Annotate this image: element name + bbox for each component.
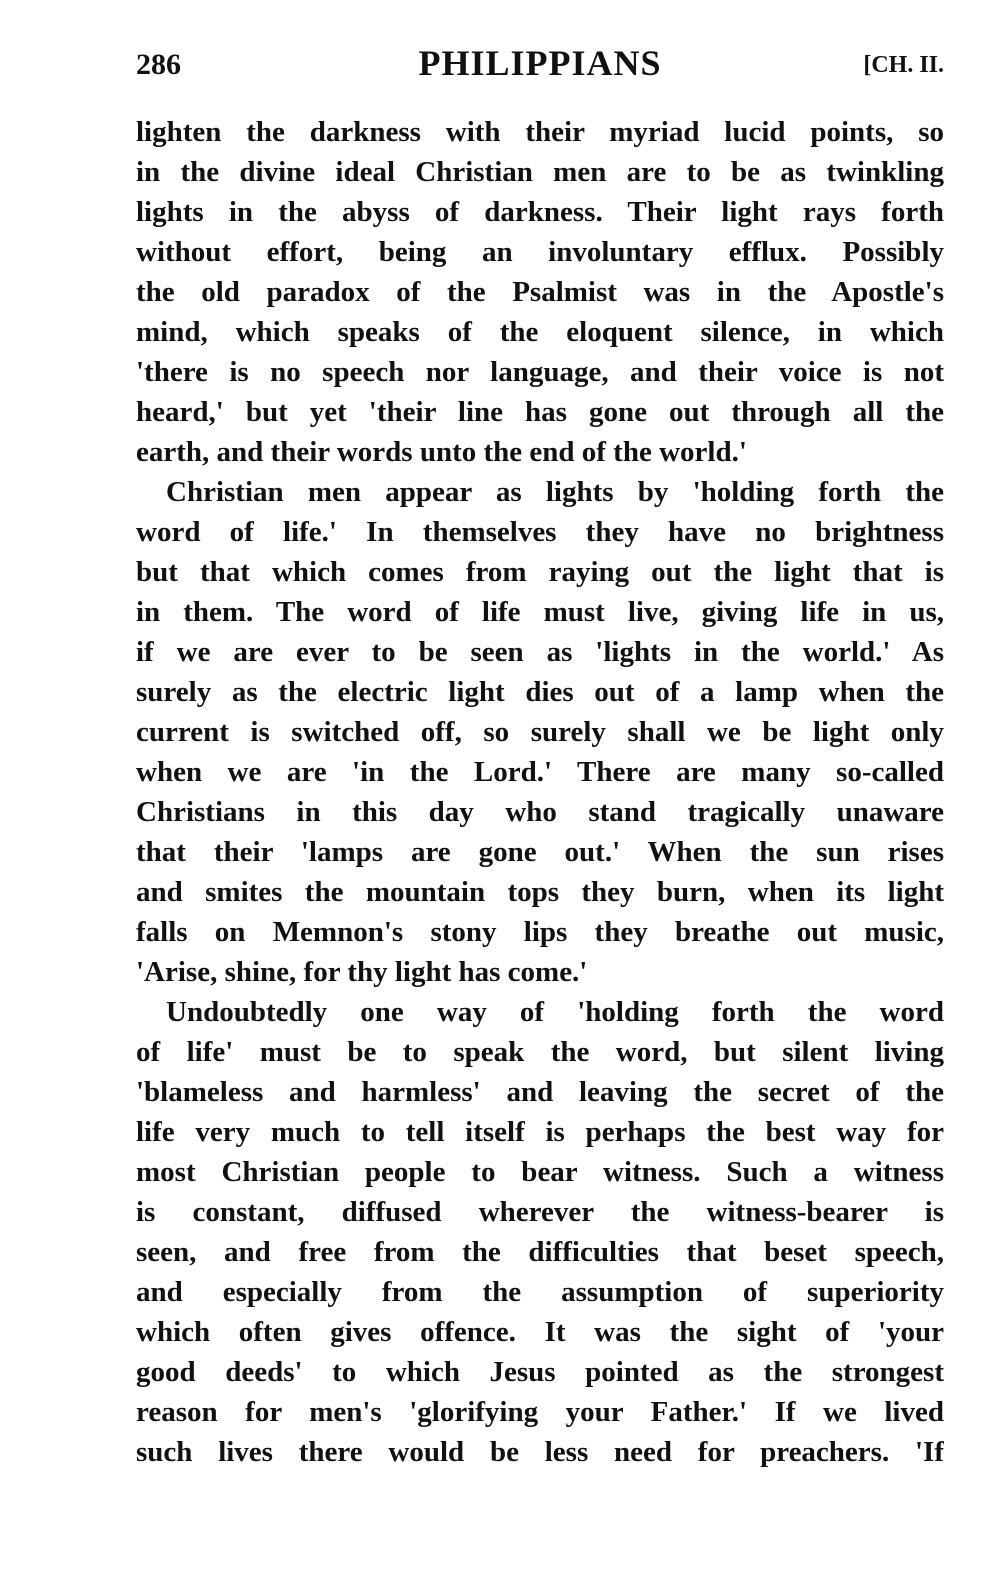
body-text — [136, 112, 944, 1472]
text-line: surely as the electric light dies out of a lamp when the — [136, 676, 944, 708]
text-line: lighten the darkness with their myriad lucid points, so — [136, 116, 944, 148]
text-line: but that which comes from raying out the light that is — [136, 556, 944, 588]
text-line: most Christian people to bear witness. Such a witness — [136, 1156, 944, 1188]
paragraph-2 — [136, 472, 944, 992]
text-line: lights in the abyss of darkness. Their light rays forth — [136, 196, 944, 228]
text-line: word of life.' In themselves they have no brightness — [136, 516, 944, 548]
text-line: without effort, being an involuntary efflux. Possibly — [136, 236, 944, 268]
text-line: good deeds' to which Jesus pointed as the strongest — [136, 1356, 944, 1388]
text-line: current is switched off, so surely shall we be light only — [136, 716, 944, 748]
text-line: is constant, diffused wherever the witness-bearer is — [136, 1196, 944, 1228]
text-line: such lives there would be less need for preachers. 'If — [136, 1436, 944, 1468]
text-line: if we are ever to be seen as 'lights in the world.' As — [136, 636, 944, 668]
text-line: 'there is no speech nor language, and their voice is not — [136, 356, 944, 388]
chapter-reference: [CH. II. — [863, 52, 944, 78]
text-line: Christian men appear as lights by 'holding forth the — [166, 476, 944, 508]
page-header — [136, 42, 944, 94]
text-line: life very much to tell itself is perhaps the best way for — [136, 1116, 944, 1148]
paragraph-1 — [136, 112, 944, 472]
text-line: Undoubtedly one way of 'holding forth the word — [166, 996, 944, 1028]
text-line: which often gives offence. It was the sight of 'your — [136, 1316, 944, 1348]
paragraph-3 — [136, 992, 944, 1472]
text-line: of life' must be to speak the word, but silent living — [136, 1036, 944, 1068]
text-line: that their 'lamps are gone out.' When the sun rises — [136, 836, 944, 868]
text-line: earth, and their words unto the end of the world.' — [136, 436, 747, 468]
text-line: and smites the mountain tops they burn, when its light — [136, 876, 944, 908]
text-line: 'Arise, shine, for thy light has come.' — [136, 956, 588, 988]
text-line: Christians in this day who stand tragically unaware — [136, 796, 944, 828]
text-line: mind, which speaks of the eloquent silence, in which — [136, 316, 944, 348]
text-line: in the divine ideal Christian men are to be as twinkling — [136, 156, 944, 188]
text-line: 'blameless and harmless' and leaving the secret of the — [136, 1076, 944, 1108]
text-line: reason for men's 'glorifying your Father.' If we lived — [136, 1396, 944, 1428]
text-line: falls on Memnon's stony lips they breathe out music, — [136, 916, 944, 948]
text-line: heard,' but yet 'their line has gone out through all the — [136, 396, 944, 428]
text-line: seen, and free from the difficulties that beset speech, — [136, 1236, 944, 1268]
text-line: in them. The word of life must live, giving life in us, — [136, 596, 944, 628]
running-title: PHILIPPIANS — [418, 43, 662, 83]
text-line: and especially from the assumption of superiority — [136, 1276, 944, 1308]
text-line: the old paradox of the Psalmist was in the Apostle's — [136, 276, 944, 308]
text-line: when we are 'in the Lord.' There are many so-called — [136, 756, 944, 788]
page-number: 286 — [136, 48, 181, 81]
